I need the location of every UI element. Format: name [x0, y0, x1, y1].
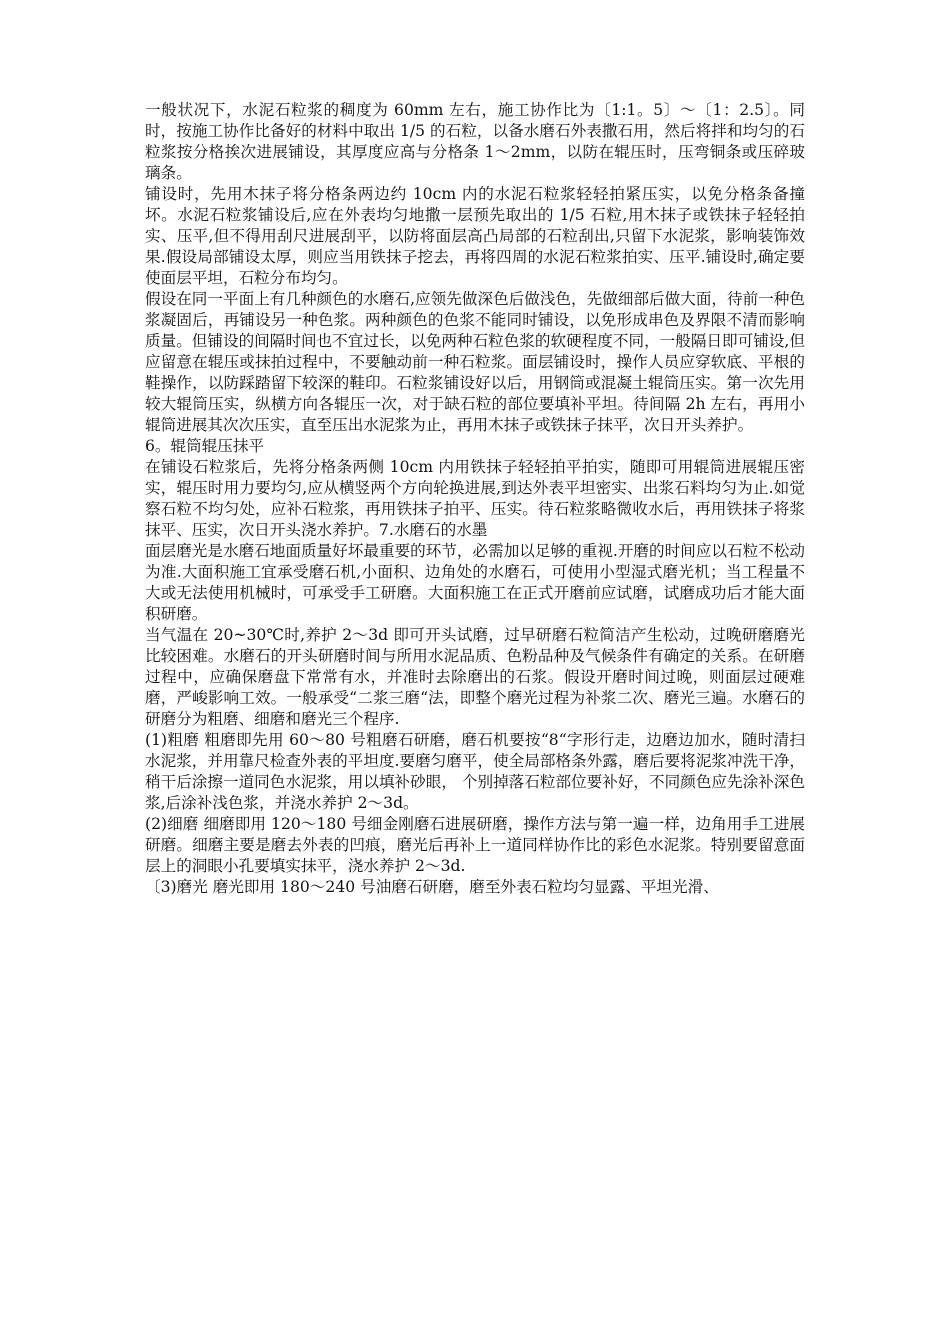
paragraph-fine-grinding: (2)细磨 细磨即用 120～180 号细金刚磨石进展研磨，操作方法与第一遍一样，边角用手工进展研磨。细磨主要是磨去外表的凹痕，磨光后再补上一道同样协作比的彩色水泥浆。特别要留意面层上的洞眼小孔要填实抹平，浇水养护 2～3d.: [145, 815, 805, 875]
document-page: [145, 100, 805, 898]
paragraph-grinding-timing: 当气温在 20~30℃时,养护 2～3d 即可开头试磨，过早研磨石粒简洁产生松动，过晚研磨磨光比较困难。水磨石的开头研磨时间与所用水泥品质、色粉品种及气候条件有确定的关系。在研磨过程中，应确保磨盘下常常有水，并准时去除磨出的石浆。假设开磨时间过晚，则面层过硬难磨，严峻影响工效。一般承受“二浆三磨“法，即整个磨光过程为补浆二次、磨光三遍。水磨石的研磨分为粗磨、细磨和磨光三个程序.: [145, 626, 805, 728]
paragraph-polishing-importance: 面层磨光是水磨石地面质量好坏最重要的环节，必需加以足够的重视.开磨的时间应以石粒不松动为准.大面积施工宜承受磨石机,小面积、边角处的水磨石，可使用小型湿式磨光机；当工程量不大或无法使用机械时，可承受手工研磨。大面积施工在正式开磨前应试磨，试磨成功后才能大面积研磨。: [145, 542, 805, 623]
paragraph-mix-consistency: 一般状况下，水泥石粒浆的稠度为 60mm 左右，施工协作比为〔1:1。5〕～〔1：2.5〕。同时，按施工协作比备好的材料中取出 1/5 的石粒，以备水磨石外表撒石用，然后将拌和均匀的石粒浆按分格挨次进展铺设，其厚度应高与分格条 1～2mm，以防在辊压时，压弯铜条或压碎玻璃条。: [145, 101, 805, 182]
paragraph-multi-color: 假设在同一平面上有几种颜色的水磨石,应领先做深色后做浅色，先做细部后做大面，待前一种色浆凝固后，再铺设另一种色浆。两种颜色的色浆不能同时铺设，以免形成串色及界限不清而影响质量。但铺设的间隔时间也不宜过长，以免两种石粒色浆的软硬程度不同，一般隔日即可铺设,但应留意在辊压或抹拍过程中，不要触动前一种石粒浆。面层铺设时，操作人员应穿软底、平根的鞋操作，以防踩踏留下较深的鞋印。石粒浆铺设好以后，用钢筒或混凝土辊筒压实。第一次先用较大辊筒压实，纵横方向各辊压一次，对于缺石粒的部位要填补平坦。待间隔 2h 左右，再用小辊筒进展其次次压实，直至压出水泥浆为止，再用木抹子或铁抹子抹平，次日开头养护。: [145, 290, 805, 434]
paragraph-coarse-grinding: (1)粗磨 粗磨即先用 60～80 号粗磨石研磨，磨石机要按“8“字形行走，边磨边加水，随时清扫水泥浆，并用靠尺检查外表的平坦度.要磨匀磨平，使全局部格条外露，磨后要将泥浆冲洗干净，稍干后涂擦一道同色水泥浆，用以填补砂眼， 个别掉落石粒部位要补好，不同颜色应先涂补深色浆,后涂补浅色浆，并浇水养护 2～3d。: [145, 731, 805, 812]
paragraph-laying: 铺设时，先用木抹子将分格条两边约 10cm 内的水泥石粒浆轻轻拍紧压实，以免分格条备撞坏。水泥石粒浆铺设后,应在外表均匀地撒一层预先取出的 1/5 石粒,用木抹子或铁抹子轻轻拍实、压平,但不得用刮尺进展刮平，以防将面层高凸局部的石粒刮出,只留下水泥浆，影响装饰效果.假设局部铺设太厚，则应当用铁抹子挖去，再将四周的水泥石粒浆拍实、压平.铺设时,确定要使面层平坦，石粒分布均匀。: [145, 185, 805, 287]
section-heading-roller: 6。辊筒辊压抹平: [145, 437, 265, 455]
paragraph-final-polishing: 〔3)磨光 磨光即用 180～240 号油磨石研磨，磨至外表石粒均匀显露、平坦光滑、: [145, 878, 719, 896]
paragraph-roller-compaction: 在铺设石粒浆后，先将分格条两侧 10cm 内用铁抹子轻轻拍平拍实，随即可用辊筒进展辊压密实，辊压时用力要均匀,应从横竖两个方向轮换进展,到达外表平坦密实、出浆石料均匀为止.如觉察石粒不均匀处，应补石粒浆，再用铁抹子拍平、压实。待石粒浆略微收水后，再用铁抹子将浆抹平、压实，次日开头浇水养护。7.水磨石的水墨: [145, 458, 805, 539]
